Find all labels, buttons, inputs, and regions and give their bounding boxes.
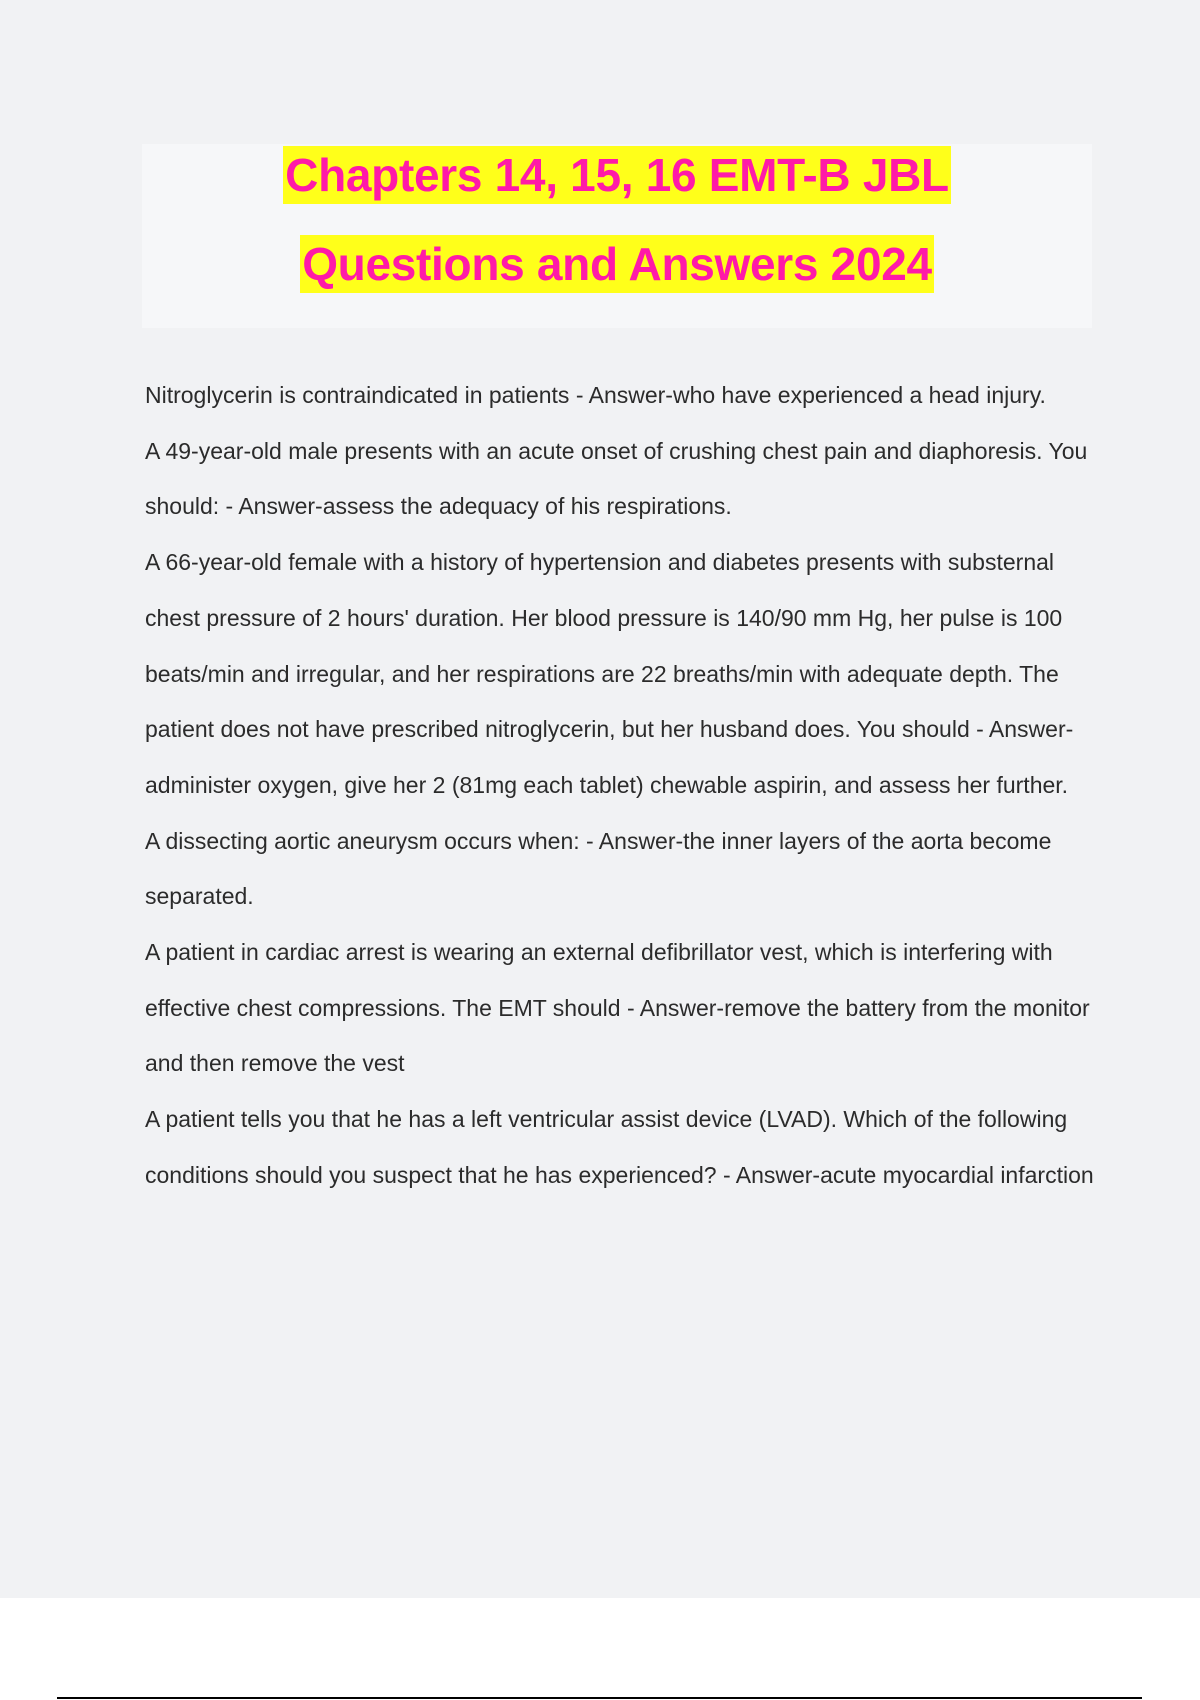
qa-list bbox=[145, 368, 1095, 1204]
qa-item: A patient in cardiac arrest is wearing an external defibrillator vest, which is interfering with effective chest compressions. The EMT should - Answer-remove the battery from the monitor and then remove the vest bbox=[145, 939, 1090, 1077]
qa-item: A dissecting aortic aneurysm occurs when: - Answer-the inner layers of the aorta become separated. bbox=[145, 827, 1052, 910]
title-block bbox=[142, 144, 1092, 328]
qa-item: A patient tells you that he has a left ventricular assist device (LVAD). Which of the following conditions should you suspect that he has experienced? - Answer-acute myocardial infarction bbox=[145, 1106, 1094, 1188]
qa-item: A 49-year-old male presents with an acute onset of crushing chest pain and diaphoresis. You should: - Answer-assess the adequacy of his respirations. bbox=[145, 437, 1088, 520]
qa-item: A 66-year-old female with a history of hypertension and diabetes presents with substernal chest pressure of 2 hours' duration. Her blood pressure is 140/90 mm Hg, her pulse is 100 beats/min and irregular, and her respirations are 22 breaths/min with adequate depth. The patient does not have prescribed nitroglycerin, but her husband does. You should - Answer-administer oxygen, give her 2 (81mg each tablet) chewable aspirin, and assess her further. bbox=[145, 549, 1074, 798]
page-title-line-2: Questions and Answers 2024 bbox=[300, 235, 934, 293]
page-title-line-1: Chapters 14, 15, 16 EMT-B JBL bbox=[283, 146, 951, 204]
footer-divider bbox=[57, 1697, 1142, 1699]
qa-item: Nitroglycerin is contraindicated in patients - Answer-who have experienced a head injury. bbox=[145, 382, 1046, 408]
